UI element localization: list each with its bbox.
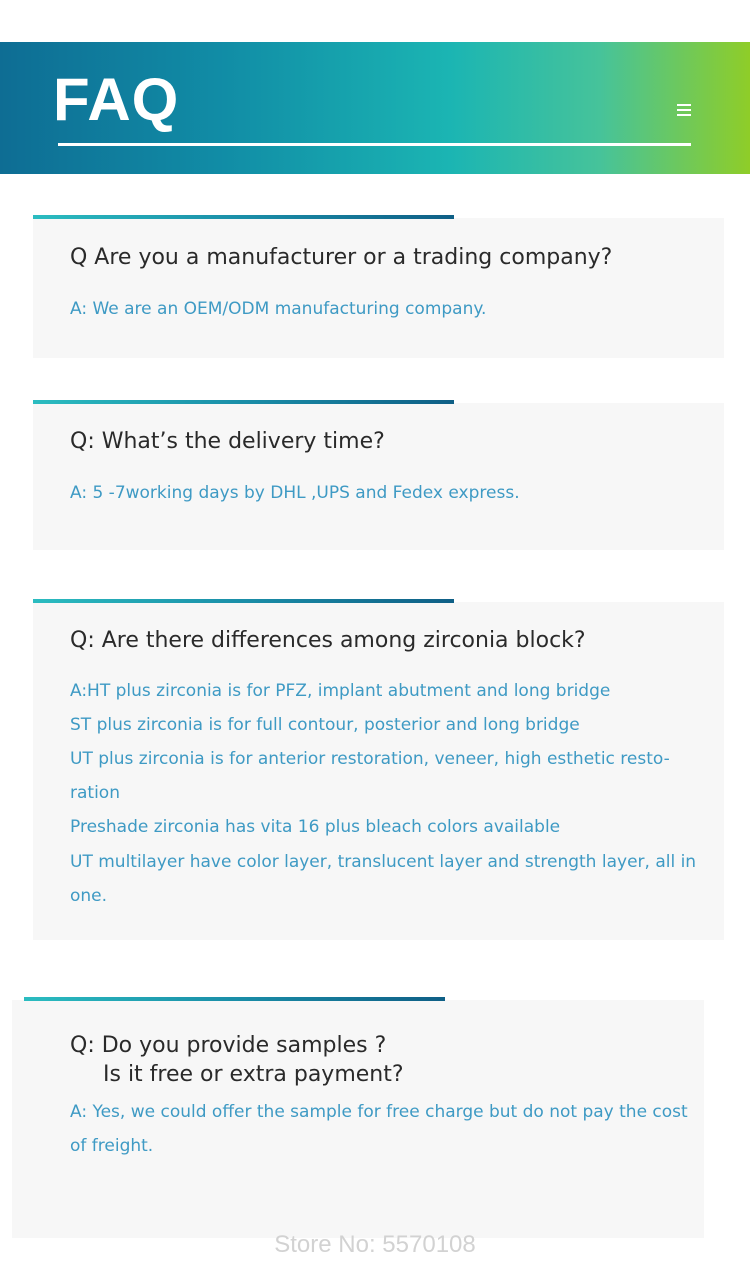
faq-answer-line: ration (70, 783, 120, 803)
faq-question: Q: Are there differences among zirconia block? (70, 628, 586, 653)
faq-answer-line: of freight. (70, 1136, 154, 1156)
faq-answer-line: A: Yes, we could offer the sample for free charge but do not pay the cost (70, 1102, 688, 1122)
store-number-label: Store No: 5570108 (274, 1231, 476, 1258)
faq-item-manufacturer (33, 218, 724, 358)
faq-question-line-2: Is it free or extra payment? (103, 1062, 404, 1087)
hamburger-menu-icon[interactable] (677, 103, 691, 117)
faq-divider-line (33, 400, 454, 404)
faq-divider-line (33, 215, 454, 219)
faq-answer-line: A: 5 -7working days by DHL ,UPS and Fedex express. (70, 483, 520, 503)
faq-header-banner (0, 42, 750, 174)
faq-answer-line: A: We are an OEM/ODM manufacturing company. (70, 299, 487, 319)
faq-question: Q: What’s the delivery time? (70, 429, 385, 454)
faq-divider-line (24, 997, 445, 1001)
page-title: FAQ (53, 66, 180, 133)
faq-question: Q Are you a manufacturer or a trading company? (70, 245, 613, 270)
faq-answer-line: Preshade zirconia has vita 16 plus bleach colors available (70, 817, 561, 837)
title-underline (58, 143, 691, 146)
faq-answer-line: one. (70, 886, 108, 906)
faq-answer-line: ST plus zirconia is for full contour, posterior and long bridge (70, 715, 580, 735)
faq-answer-line: UT plus zirconia is for anterior restoration, veneer, high esthetic resto- (70, 749, 670, 769)
faq-divider-line (33, 599, 454, 603)
faq-answer-line: A:HT plus zirconia is for PFZ, implant abutment and long bridge (70, 681, 611, 701)
faq-answer-line: UT multilayer have color layer, translucent layer and strength layer, all in (70, 852, 697, 872)
faq-question: Q: Do you provide samples ? (70, 1033, 387, 1058)
